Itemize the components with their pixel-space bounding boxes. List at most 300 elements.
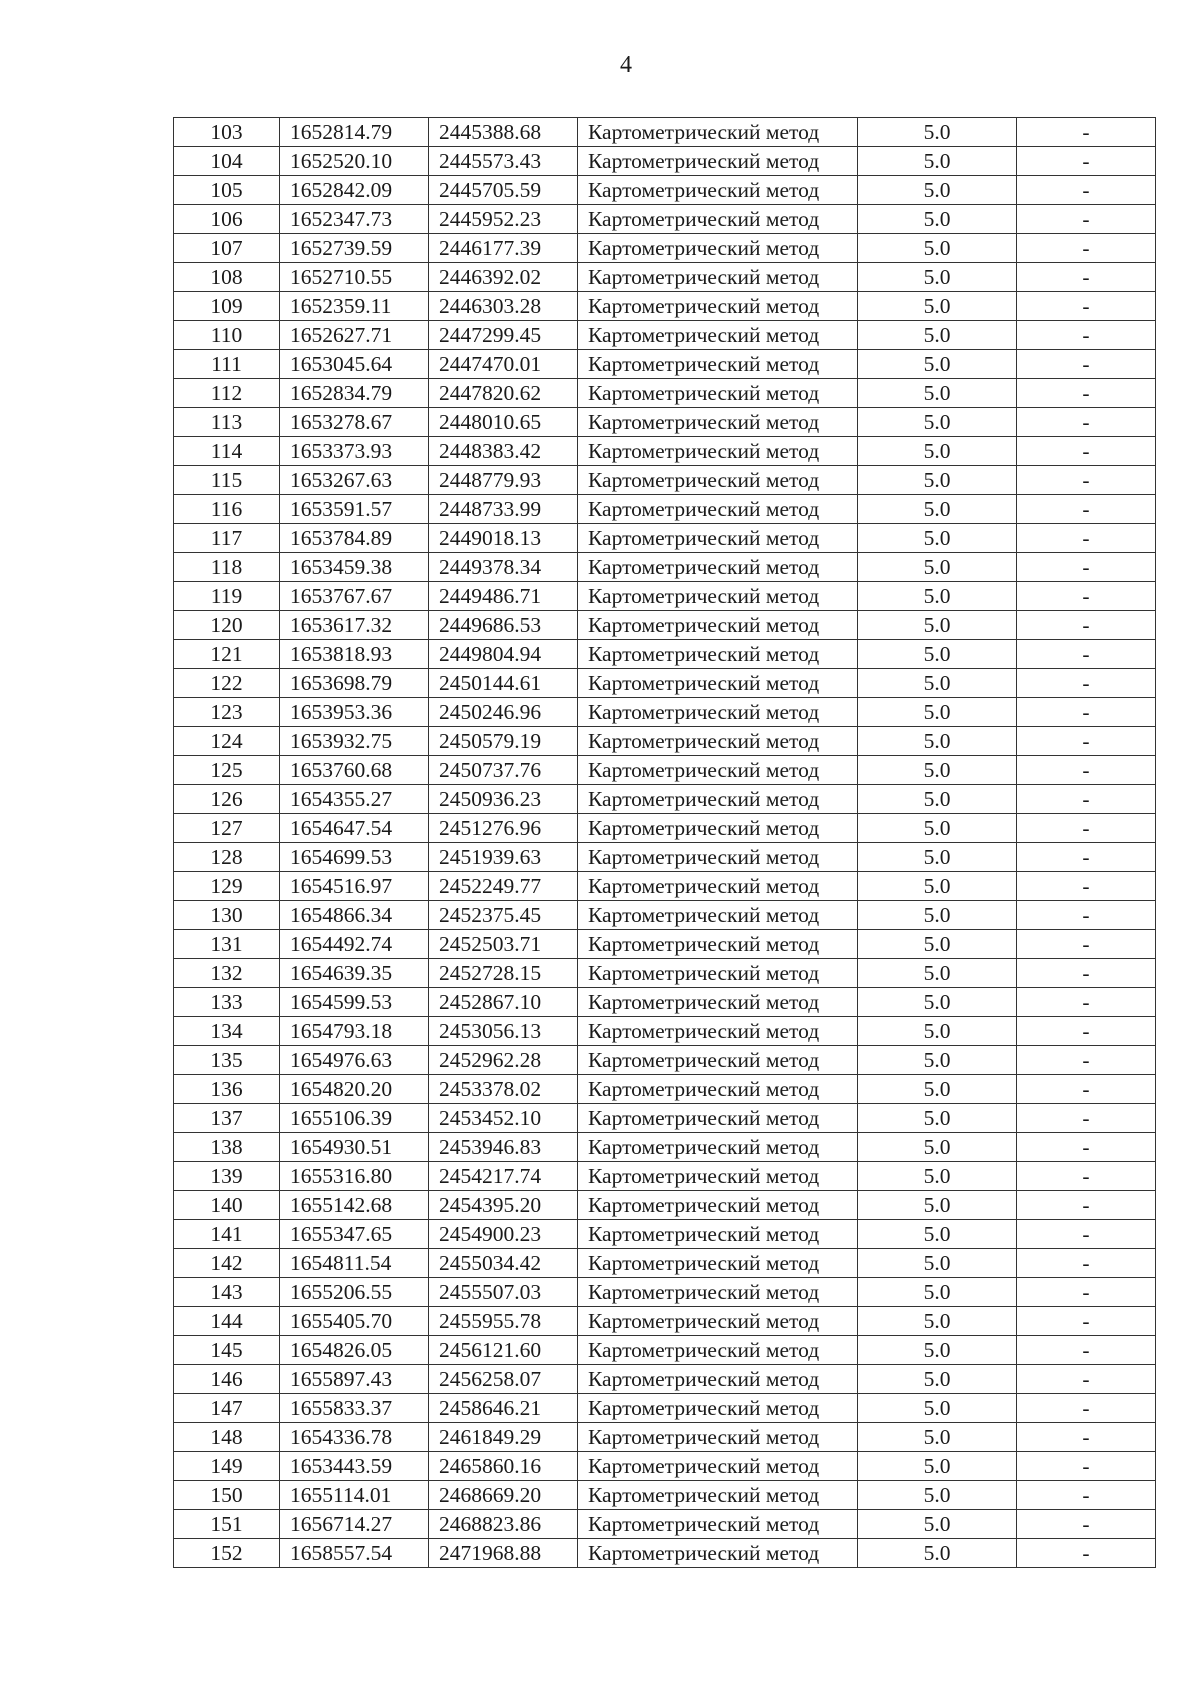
y-coordinate-cell: 2456258.07 (429, 1365, 578, 1394)
point-number-cell: 135 (174, 1046, 280, 1075)
point-number-cell: 116 (174, 495, 280, 524)
point-number-cell: 107 (174, 234, 280, 263)
accuracy-cell: 5.0 (858, 1220, 1017, 1249)
method-cell: Картометрический метод (578, 930, 858, 959)
method-cell: Картометрический метод (578, 640, 858, 669)
accuracy-cell: 5.0 (858, 901, 1017, 930)
accuracy-cell: 5.0 (858, 1307, 1017, 1336)
table-row (174, 1046, 1156, 1075)
point-number-cell: 125 (174, 756, 280, 785)
y-coordinate-cell: 2454217.74 (429, 1162, 578, 1191)
note-cell: - (1017, 930, 1156, 959)
y-coordinate-cell: 2445705.59 (429, 176, 578, 205)
x-coordinate-cell: 1654930.51 (280, 1133, 429, 1162)
accuracy-cell: 5.0 (858, 1278, 1017, 1307)
accuracy-cell: 5.0 (858, 1481, 1017, 1510)
x-coordinate-cell: 1654599.53 (280, 988, 429, 1017)
y-coordinate-cell: 2452249.77 (429, 872, 578, 901)
note-cell: - (1017, 756, 1156, 785)
y-coordinate-cell: 2446303.28 (429, 292, 578, 321)
method-cell: Картометрический метод (578, 1249, 858, 1278)
method-cell: Картометрический метод (578, 1539, 858, 1568)
method-cell: Картометрический метод (578, 1452, 858, 1481)
point-number-cell: 114 (174, 437, 280, 466)
note-cell: - (1017, 1162, 1156, 1191)
note-cell: - (1017, 959, 1156, 988)
page-number: 4 (620, 52, 632, 78)
table-row (174, 350, 1156, 379)
accuracy-cell: 5.0 (858, 785, 1017, 814)
method-cell: Картометрический метод (578, 408, 858, 437)
method-cell: Картометрический метод (578, 234, 858, 263)
method-cell: Картометрический метод (578, 1046, 858, 1075)
method-cell: Картометрический метод (578, 698, 858, 727)
method-cell: Картометрический метод (578, 350, 858, 379)
table-row (174, 1191, 1156, 1220)
point-number-cell: 119 (174, 582, 280, 611)
table-row (174, 988, 1156, 1017)
accuracy-cell: 5.0 (858, 1075, 1017, 1104)
method-cell: Картометрический метод (578, 901, 858, 930)
point-number-cell: 149 (174, 1452, 280, 1481)
method-cell: Картометрический метод (578, 1075, 858, 1104)
y-coordinate-cell: 2448383.42 (429, 437, 578, 466)
note-cell: - (1017, 408, 1156, 437)
y-coordinate-cell: 2449018.13 (429, 524, 578, 553)
y-coordinate-cell: 2447820.62 (429, 379, 578, 408)
y-coordinate-cell: 2455507.03 (429, 1278, 578, 1307)
method-cell: Картометрический метод (578, 176, 858, 205)
table-row (174, 698, 1156, 727)
method-cell: Картометрический метод (578, 263, 858, 292)
x-coordinate-cell: 1655106.39 (280, 1104, 429, 1133)
point-number-cell: 126 (174, 785, 280, 814)
accuracy-cell: 5.0 (858, 205, 1017, 234)
point-number-cell: 132 (174, 959, 280, 988)
table-row (174, 843, 1156, 872)
y-coordinate-cell: 2455034.42 (429, 1249, 578, 1278)
note-cell: - (1017, 263, 1156, 292)
y-coordinate-cell: 2452867.10 (429, 988, 578, 1017)
y-coordinate-cell: 2451276.96 (429, 814, 578, 843)
point-number-cell: 123 (174, 698, 280, 727)
note-cell: - (1017, 1394, 1156, 1423)
method-cell: Картометрический метод (578, 785, 858, 814)
point-number-cell: 104 (174, 147, 280, 176)
y-coordinate-cell: 2448733.99 (429, 495, 578, 524)
x-coordinate-cell: 1653784.89 (280, 524, 429, 553)
x-coordinate-cell: 1654639.35 (280, 959, 429, 988)
x-coordinate-cell: 1653591.57 (280, 495, 429, 524)
point-number-cell: 121 (174, 640, 280, 669)
table-row (174, 1307, 1156, 1336)
y-coordinate-cell: 2455955.78 (429, 1307, 578, 1336)
note-cell: - (1017, 814, 1156, 843)
x-coordinate-cell: 1658557.54 (280, 1539, 429, 1568)
table-row (174, 1336, 1156, 1365)
table-row (174, 1249, 1156, 1278)
y-coordinate-cell: 2449378.34 (429, 553, 578, 582)
method-cell: Картометрический метод (578, 147, 858, 176)
y-coordinate-cell: 2452962.28 (429, 1046, 578, 1075)
accuracy-cell: 5.0 (858, 988, 1017, 1017)
y-coordinate-cell: 2451939.63 (429, 843, 578, 872)
table-row (174, 1481, 1156, 1510)
point-number-cell: 133 (174, 988, 280, 1017)
method-cell: Картометрический метод (578, 756, 858, 785)
x-coordinate-cell: 1654699.53 (280, 843, 429, 872)
y-coordinate-cell: 2468669.20 (429, 1481, 578, 1510)
method-cell: Картометрический метод (578, 814, 858, 843)
method-cell: Картометрический метод (578, 1278, 858, 1307)
method-cell: Картометрический метод (578, 1510, 858, 1539)
note-cell: - (1017, 611, 1156, 640)
point-number-cell: 127 (174, 814, 280, 843)
accuracy-cell: 5.0 (858, 524, 1017, 553)
point-number-cell: 144 (174, 1307, 280, 1336)
table-row (174, 930, 1156, 959)
y-coordinate-cell: 2446177.39 (429, 234, 578, 263)
table-row (174, 1220, 1156, 1249)
x-coordinate-cell: 1654811.54 (280, 1249, 429, 1278)
x-coordinate-cell: 1653373.93 (280, 437, 429, 466)
method-cell: Картометрический метод (578, 205, 858, 234)
table-row (174, 814, 1156, 843)
method-cell: Картометрический метод (578, 1133, 858, 1162)
method-cell: Картометрический метод (578, 321, 858, 350)
note-cell: - (1017, 524, 1156, 553)
y-coordinate-cell: 2445388.68 (429, 118, 578, 147)
note-cell: - (1017, 669, 1156, 698)
method-cell: Картометрический метод (578, 1336, 858, 1365)
table-row (174, 1278, 1156, 1307)
note-cell: - (1017, 234, 1156, 263)
x-coordinate-cell: 1653045.64 (280, 350, 429, 379)
accuracy-cell: 5.0 (858, 640, 1017, 669)
method-cell: Картометрический метод (578, 553, 858, 582)
accuracy-cell: 5.0 (858, 321, 1017, 350)
note-cell: - (1017, 988, 1156, 1017)
y-coordinate-cell: 2449686.53 (429, 611, 578, 640)
point-number-cell: 124 (174, 727, 280, 756)
x-coordinate-cell: 1652520.10 (280, 147, 429, 176)
accuracy-cell: 5.0 (858, 553, 1017, 582)
table-row (174, 1365, 1156, 1394)
point-number-cell: 105 (174, 176, 280, 205)
table-row (174, 234, 1156, 263)
table-row (174, 1104, 1156, 1133)
accuracy-cell: 5.0 (858, 1539, 1017, 1568)
x-coordinate-cell: 1655114.01 (280, 1481, 429, 1510)
accuracy-cell: 5.0 (858, 1336, 1017, 1365)
point-number-cell: 151 (174, 1510, 280, 1539)
accuracy-cell: 5.0 (858, 495, 1017, 524)
accuracy-cell: 5.0 (858, 872, 1017, 901)
table-row (174, 292, 1156, 321)
method-cell: Картометрический метод (578, 727, 858, 756)
point-number-cell: 143 (174, 1278, 280, 1307)
accuracy-cell: 5.0 (858, 756, 1017, 785)
method-cell: Картометрический метод (578, 1423, 858, 1452)
note-cell: - (1017, 1220, 1156, 1249)
x-coordinate-cell: 1652627.71 (280, 321, 429, 350)
y-coordinate-cell: 2445952.23 (429, 205, 578, 234)
note-cell: - (1017, 872, 1156, 901)
y-coordinate-cell: 2449804.94 (429, 640, 578, 669)
x-coordinate-cell: 1655897.43 (280, 1365, 429, 1394)
x-coordinate-cell: 1654793.18 (280, 1017, 429, 1046)
accuracy-cell: 5.0 (858, 466, 1017, 495)
y-coordinate-cell: 2454395.20 (429, 1191, 578, 1220)
accuracy-cell: 5.0 (858, 1452, 1017, 1481)
y-coordinate-cell: 2450579.19 (429, 727, 578, 756)
y-coordinate-cell: 2450246.96 (429, 698, 578, 727)
point-number-cell: 118 (174, 553, 280, 582)
point-number-cell: 112 (174, 379, 280, 408)
method-cell: Картометрический метод (578, 524, 858, 553)
x-coordinate-cell: 1654516.97 (280, 872, 429, 901)
x-coordinate-cell: 1652834.79 (280, 379, 429, 408)
table-row (174, 1133, 1156, 1162)
accuracy-cell: 5.0 (858, 263, 1017, 292)
table-row (174, 901, 1156, 930)
accuracy-cell: 5.0 (858, 1162, 1017, 1191)
method-cell: Картометрический метод (578, 843, 858, 872)
table-row (174, 408, 1156, 437)
method-cell: Картометрический метод (578, 1481, 858, 1510)
accuracy-cell: 5.0 (858, 350, 1017, 379)
method-cell: Картометрический метод (578, 611, 858, 640)
point-number-cell: 134 (174, 1017, 280, 1046)
method-cell: Картометрический метод (578, 466, 858, 495)
x-coordinate-cell: 1654492.74 (280, 930, 429, 959)
x-coordinate-cell: 1652359.11 (280, 292, 429, 321)
accuracy-cell: 5.0 (858, 1017, 1017, 1046)
method-cell: Картометрический метод (578, 1104, 858, 1133)
method-cell: Картометрический метод (578, 495, 858, 524)
point-number-cell: 106 (174, 205, 280, 234)
y-coordinate-cell: 2450936.23 (429, 785, 578, 814)
note-cell: - (1017, 1481, 1156, 1510)
note-cell: - (1017, 1539, 1156, 1568)
table-row (174, 466, 1156, 495)
point-number-cell: 128 (174, 843, 280, 872)
note-cell: - (1017, 1423, 1156, 1452)
x-coordinate-cell: 1652842.09 (280, 176, 429, 205)
table-row (174, 1510, 1156, 1539)
y-coordinate-cell: 2447470.01 (429, 350, 578, 379)
table-row (174, 524, 1156, 553)
accuracy-cell: 5.0 (858, 176, 1017, 205)
accuracy-cell: 5.0 (858, 292, 1017, 321)
method-cell: Картометрический метод (578, 669, 858, 698)
method-cell: Картометрический метод (578, 1017, 858, 1046)
point-number-cell: 103 (174, 118, 280, 147)
coordinates-table (173, 117, 1156, 1568)
method-cell: Картометрический метод (578, 582, 858, 611)
note-cell: - (1017, 640, 1156, 669)
note-cell: - (1017, 901, 1156, 930)
x-coordinate-cell: 1653767.67 (280, 582, 429, 611)
note-cell: - (1017, 466, 1156, 495)
point-number-cell: 108 (174, 263, 280, 292)
note-cell: - (1017, 1365, 1156, 1394)
accuracy-cell: 5.0 (858, 408, 1017, 437)
table-row (174, 669, 1156, 698)
accuracy-cell: 5.0 (858, 1249, 1017, 1278)
table-row (174, 872, 1156, 901)
method-cell: Картометрический метод (578, 292, 858, 321)
note-cell: - (1017, 582, 1156, 611)
table-row (174, 379, 1156, 408)
point-number-cell: 140 (174, 1191, 280, 1220)
method-cell: Картометрический метод (578, 379, 858, 408)
table-row (174, 582, 1156, 611)
table-row (174, 1539, 1156, 1568)
table-row (174, 1162, 1156, 1191)
y-coordinate-cell: 2453452.10 (429, 1104, 578, 1133)
coordinates-table-body (174, 118, 1156, 1568)
point-number-cell: 131 (174, 930, 280, 959)
note-cell: - (1017, 176, 1156, 205)
point-number-cell: 120 (174, 611, 280, 640)
method-cell: Картометрический метод (578, 1365, 858, 1394)
y-coordinate-cell: 2449486.71 (429, 582, 578, 611)
note-cell: - (1017, 1452, 1156, 1481)
note-cell: - (1017, 553, 1156, 582)
note-cell: - (1017, 350, 1156, 379)
point-number-cell: 136 (174, 1075, 280, 1104)
method-cell: Картометрический метод (578, 959, 858, 988)
y-coordinate-cell: 2447299.45 (429, 321, 578, 350)
method-cell: Картометрический метод (578, 1307, 858, 1336)
note-cell: - (1017, 1104, 1156, 1133)
note-cell: - (1017, 727, 1156, 756)
table-row (174, 437, 1156, 466)
method-cell: Картометрический метод (578, 118, 858, 147)
point-number-cell: 147 (174, 1394, 280, 1423)
y-coordinate-cell: 2453946.83 (429, 1133, 578, 1162)
point-number-cell: 129 (174, 872, 280, 901)
x-coordinate-cell: 1654820.20 (280, 1075, 429, 1104)
table-row (174, 118, 1156, 147)
x-coordinate-cell: 1653459.38 (280, 553, 429, 582)
note-cell: - (1017, 1249, 1156, 1278)
note-cell: - (1017, 1046, 1156, 1075)
accuracy-cell: 5.0 (858, 1423, 1017, 1452)
accuracy-cell: 5.0 (858, 930, 1017, 959)
note-cell: - (1017, 1510, 1156, 1539)
point-number-cell: 152 (174, 1539, 280, 1568)
point-number-cell: 145 (174, 1336, 280, 1365)
method-cell: Картометрический метод (578, 988, 858, 1017)
table-row (174, 1075, 1156, 1104)
y-coordinate-cell: 2446392.02 (429, 263, 578, 292)
accuracy-cell: 5.0 (858, 698, 1017, 727)
y-coordinate-cell: 2452503.71 (429, 930, 578, 959)
x-coordinate-cell: 1655316.80 (280, 1162, 429, 1191)
point-number-cell: 115 (174, 466, 280, 495)
table-row (174, 176, 1156, 205)
x-coordinate-cell: 1656714.27 (280, 1510, 429, 1539)
y-coordinate-cell: 2453378.02 (429, 1075, 578, 1104)
x-coordinate-cell: 1655206.55 (280, 1278, 429, 1307)
table-row (174, 1423, 1156, 1452)
table-row (174, 959, 1156, 988)
y-coordinate-cell: 2450144.61 (429, 669, 578, 698)
note-cell: - (1017, 1278, 1156, 1307)
table-row (174, 147, 1156, 176)
x-coordinate-cell: 1653760.68 (280, 756, 429, 785)
x-coordinate-cell: 1653953.36 (280, 698, 429, 727)
table-row (174, 785, 1156, 814)
x-coordinate-cell: 1654866.34 (280, 901, 429, 930)
note-cell: - (1017, 495, 1156, 524)
table-row (174, 1017, 1156, 1046)
x-coordinate-cell: 1653932.75 (280, 727, 429, 756)
accuracy-cell: 5.0 (858, 379, 1017, 408)
note-cell: - (1017, 379, 1156, 408)
y-coordinate-cell: 2458646.21 (429, 1394, 578, 1423)
note-cell: - (1017, 698, 1156, 727)
x-coordinate-cell: 1652739.59 (280, 234, 429, 263)
accuracy-cell: 5.0 (858, 437, 1017, 466)
method-cell: Картометрический метод (578, 1394, 858, 1423)
accuracy-cell: 5.0 (858, 1394, 1017, 1423)
table-row (174, 263, 1156, 292)
table-row (174, 611, 1156, 640)
x-coordinate-cell: 1654336.78 (280, 1423, 429, 1452)
table-row (174, 640, 1156, 669)
point-number-cell: 137 (174, 1104, 280, 1133)
x-coordinate-cell: 1653698.79 (280, 669, 429, 698)
x-coordinate-cell: 1654976.63 (280, 1046, 429, 1075)
y-coordinate-cell: 2468823.86 (429, 1510, 578, 1539)
accuracy-cell: 5.0 (858, 1191, 1017, 1220)
accuracy-cell: 5.0 (858, 843, 1017, 872)
x-coordinate-cell: 1654355.27 (280, 785, 429, 814)
method-cell: Картометрический метод (578, 872, 858, 901)
table-row (174, 495, 1156, 524)
y-coordinate-cell: 2465860.16 (429, 1452, 578, 1481)
note-cell: - (1017, 321, 1156, 350)
point-number-cell: 146 (174, 1365, 280, 1394)
accuracy-cell: 5.0 (858, 959, 1017, 988)
point-number-cell: 130 (174, 901, 280, 930)
table-row (174, 727, 1156, 756)
table-row (174, 205, 1156, 234)
accuracy-cell: 5.0 (858, 1104, 1017, 1133)
accuracy-cell: 5.0 (858, 582, 1017, 611)
y-coordinate-cell: 2452375.45 (429, 901, 578, 930)
method-cell: Картометрический метод (578, 437, 858, 466)
x-coordinate-cell: 1655405.70 (280, 1307, 429, 1336)
note-cell: - (1017, 205, 1156, 234)
table-row (174, 553, 1156, 582)
y-coordinate-cell: 2454900.23 (429, 1220, 578, 1249)
table-row (174, 1394, 1156, 1423)
point-number-cell: 113 (174, 408, 280, 437)
x-coordinate-cell: 1652347.73 (280, 205, 429, 234)
y-coordinate-cell: 2456121.60 (429, 1336, 578, 1365)
accuracy-cell: 5.0 (858, 1046, 1017, 1075)
accuracy-cell: 5.0 (858, 234, 1017, 263)
x-coordinate-cell: 1652814.79 (280, 118, 429, 147)
accuracy-cell: 5.0 (858, 1365, 1017, 1394)
y-coordinate-cell: 2450737.76 (429, 756, 578, 785)
method-cell: Картометрический метод (578, 1220, 858, 1249)
accuracy-cell: 5.0 (858, 727, 1017, 756)
